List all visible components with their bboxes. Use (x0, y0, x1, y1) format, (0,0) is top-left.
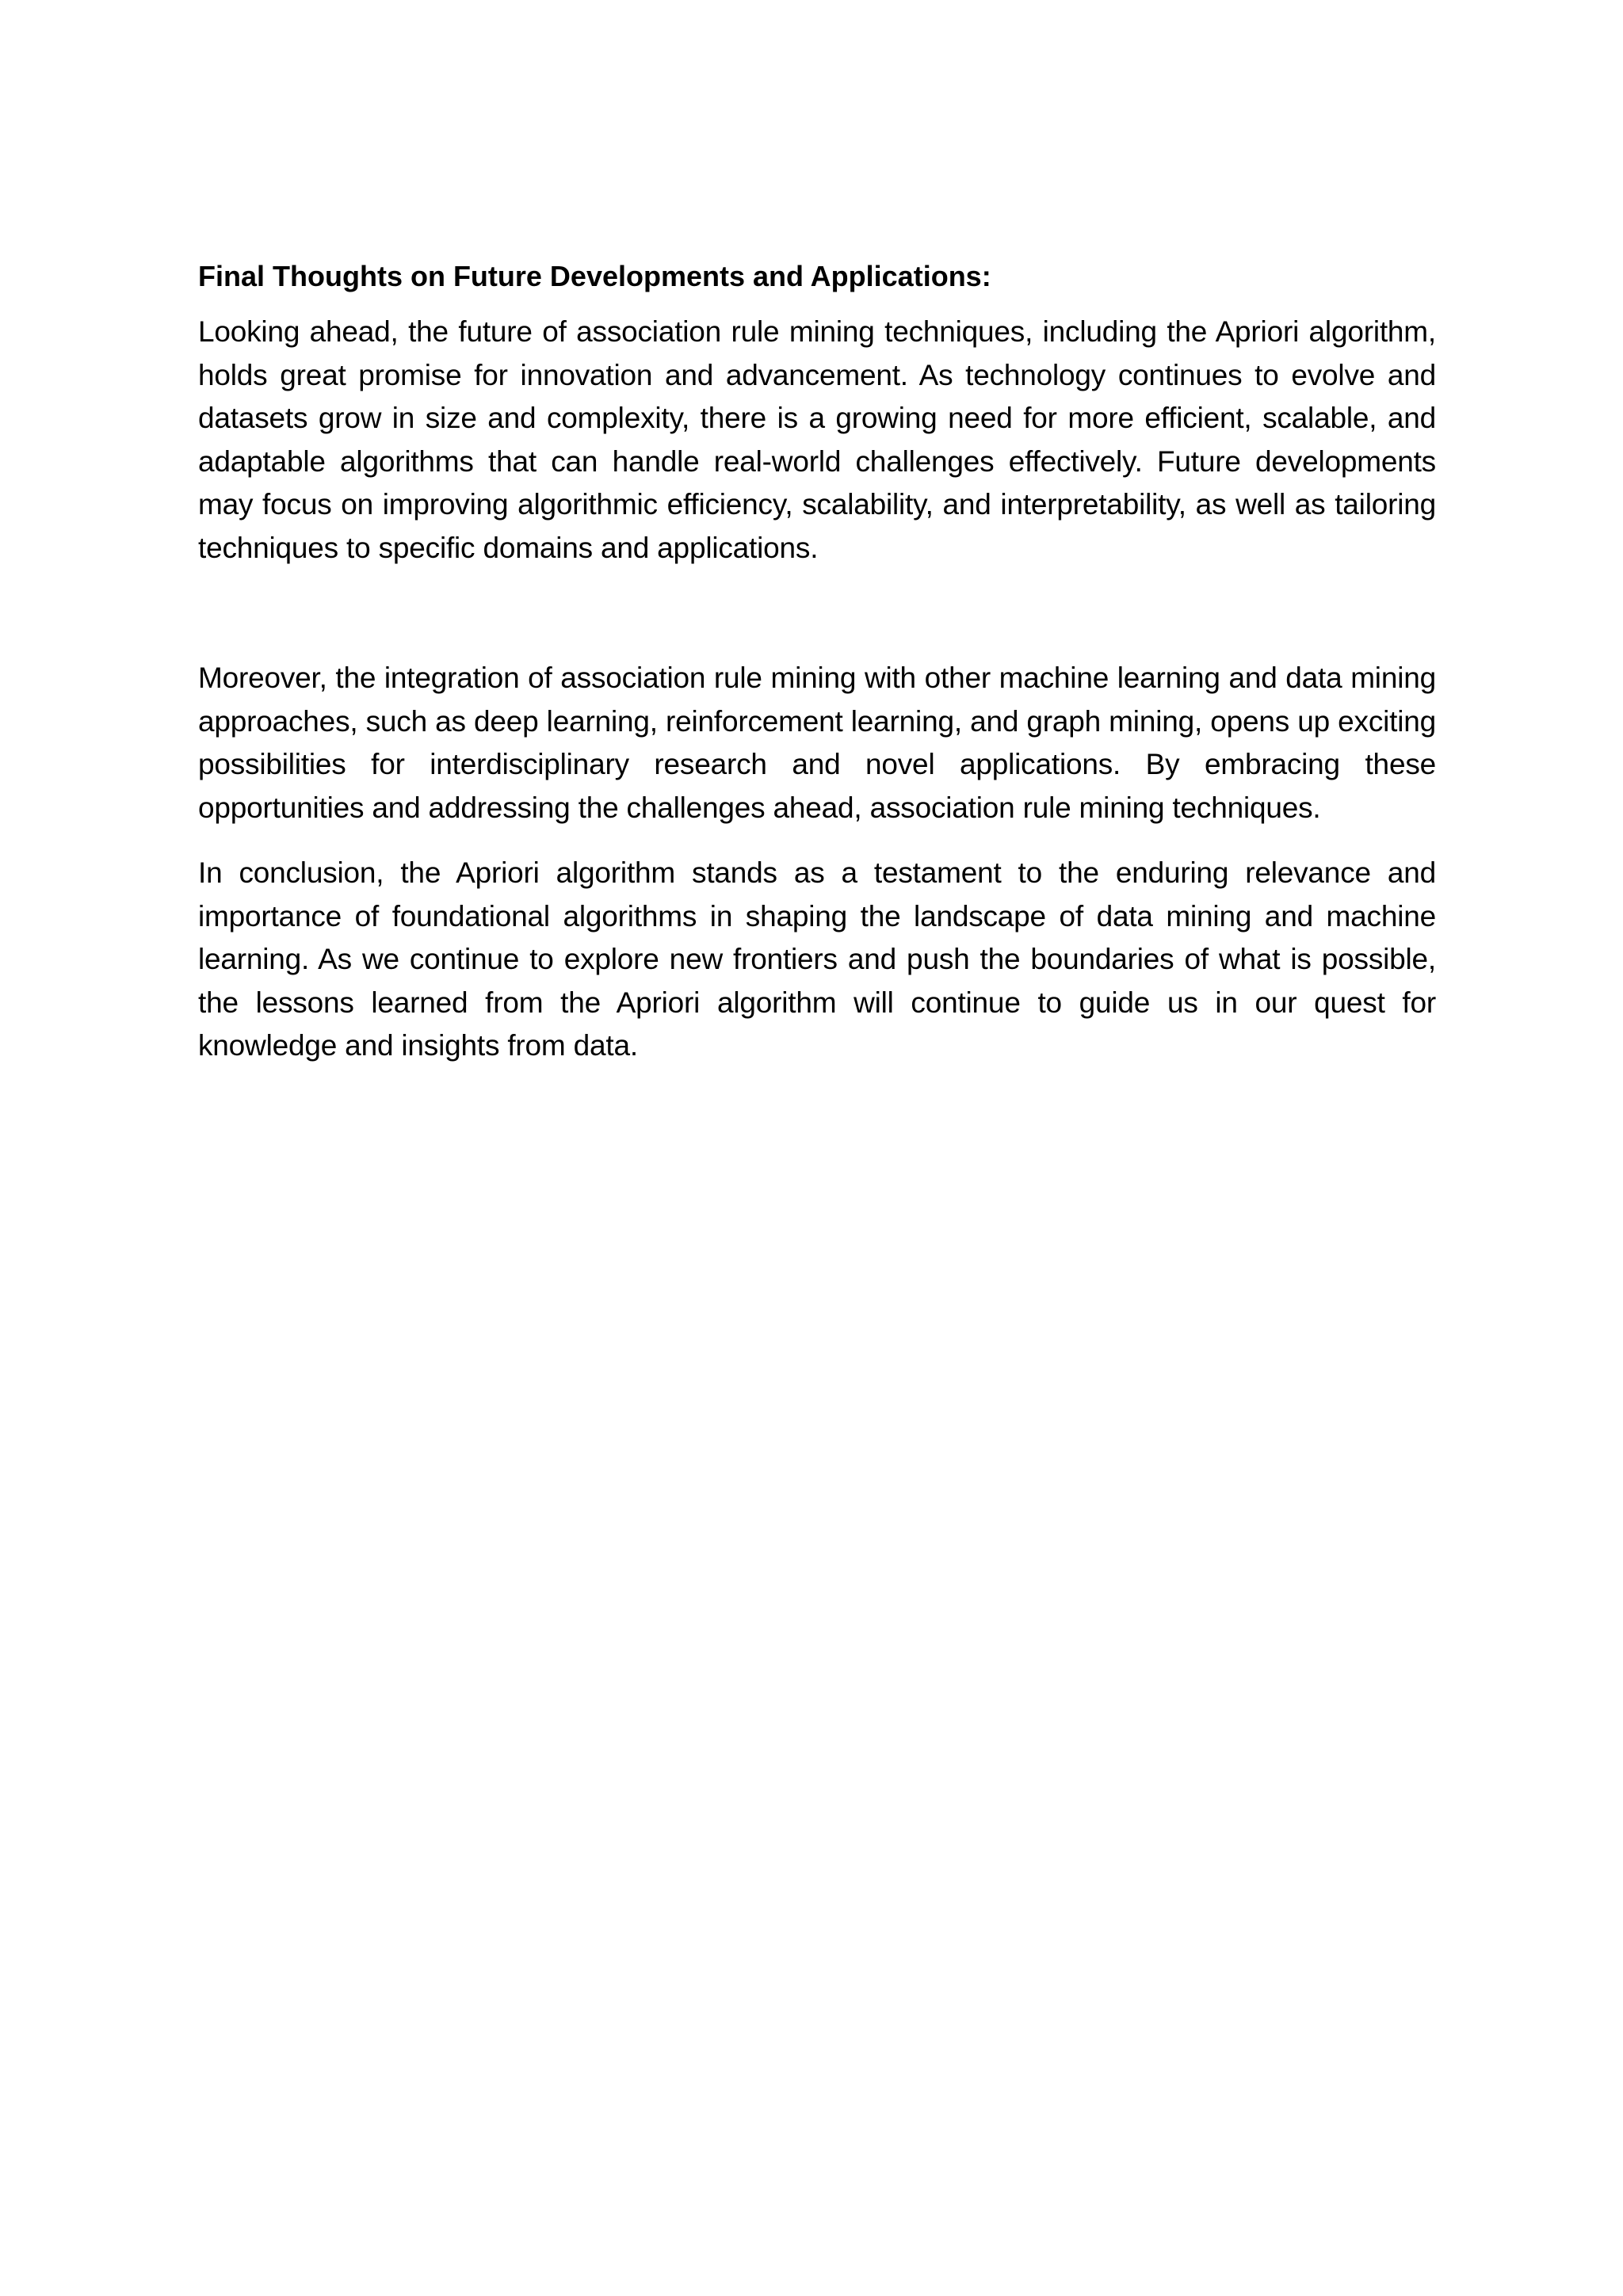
paragraph-spacer (198, 830, 1436, 852)
paragraph-future-developments: Looking ahead, the future of association rule mining techniques, including the Apriori algorithm, holds great promise for innovation and advancement. As technology continues to evolve and datasets grow in size and complexity, there is a growing need for more efficient, scalable, and adaptable algorithms that can handle real-world challenges effectively. Future developments may focus on improving algorithmic efficiency, scalability, and interpretability, as well as tailoring techniques to specific domains and applications. (198, 315, 1436, 564)
section-heading: Final Thoughts on Future Developments and Applications: (198, 260, 991, 292)
document-body (198, 255, 1436, 1068)
paragraph-integration: Moreover, the integration of association rule mining with other machine learning and data mining approaches, such as deep learning, reinforcement learning, and graph mining, opens up exciting possibilities for interdisciplinary research and novel applications. By embracing these opportunities and addressing the challenges ahead, association rule mining techniques. (198, 662, 1436, 824)
paragraph-spacer (198, 570, 1436, 657)
paragraph-conclusion: In conclusion, the Apriori algorithm stands as a testament to the enduring relevance and importance of foundational algorithms in shaping the landscape of data mining and machine learning. As we continue to explore new frontiers and push the boundaries of what is possible, the lessons learned from the Apriori algorithm will continue to guide us in our quest for knowledge and insights from data. (198, 856, 1436, 1062)
